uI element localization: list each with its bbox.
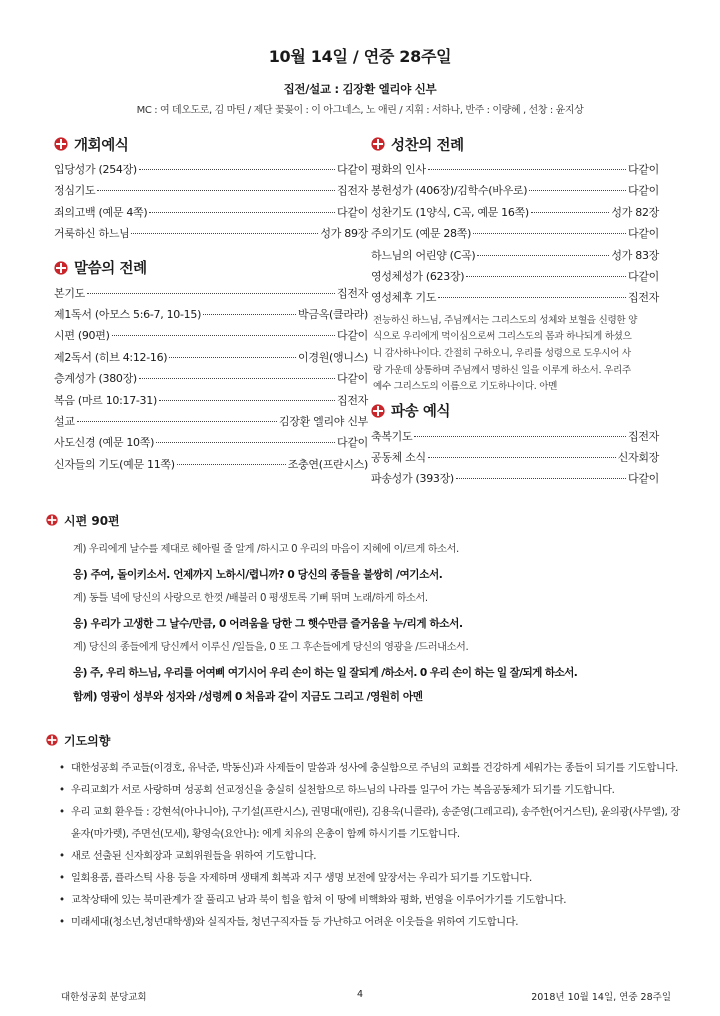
psalm-lines	[46, 538, 686, 710]
order-label: 영성체성가 (623장)	[371, 269, 465, 283]
prayer-line: 식으로 우리에게 먹이심으로써 그리스도의 몸과 하나되게 하셨으	[373, 331, 632, 343]
prayer-line: 니 감사하나이다. 간절히 구하오니, 우리를 성령으로 도우시어 사	[373, 347, 631, 359]
order-value: 다같이	[337, 205, 368, 219]
order-label: 시편 (90편)	[54, 329, 110, 343]
intentions-list	[46, 758, 686, 934]
psalm-section	[46, 510, 686, 710]
order-value: 성가 82장	[611, 205, 659, 219]
psalm-doxology: 함께) 영광이 성부와 성자와 /성령께 0 처음과 같이 지금도 그리고 /영원히 아멘	[73, 691, 423, 703]
footer-date: 2018년 10월 14일, 연중 28주일	[531, 992, 671, 1003]
leader-dots	[156, 442, 335, 443]
order-row	[54, 225, 368, 246]
order-label: 복음 (마르 10:17-31)	[54, 393, 157, 407]
intention-item: • 교착상태에 있는 북미관계가 잘 풀리고 남과 북이 힘을 합쳐 이 땅에 비핵화와 평화, 번영을 이루어가기를 기도합니다.	[46, 890, 686, 911]
leader-dots	[131, 233, 318, 234]
order-value: 다같이	[628, 163, 659, 176]
order-row	[371, 204, 659, 225]
order-label: 거룩하신 하느님	[54, 227, 130, 241]
post-communion-prayer	[373, 313, 659, 396]
roles-line: MC : 여 데오도로, 김 마틴 / 제단 꽃꽂이 : 이 아그네스, 노 애린 / 지휘 : 서하나, 반주 : 이량혜 , 선창 : 윤지상	[136, 105, 584, 116]
section-heading-opening	[54, 133, 368, 155]
psalm-response: 응) 우리가 고생한 그 날수/만큼, 0 어려움을 당한 그 햇수만큼 즐거움을 누/리게 하소서.	[73, 617, 463, 630]
leader-dots	[531, 212, 610, 213]
page-number: 4	[356, 989, 364, 1000]
leader-dots	[87, 293, 335, 294]
order-label: 공동체 소식	[371, 451, 426, 465]
psalm-heading	[46, 510, 686, 530]
prayer-line: 예수 그리스도의 이름으로 기도하나이다. 아멘	[373, 381, 558, 393]
left-column	[54, 133, 368, 477]
order-row	[371, 470, 659, 491]
order-label: 정심기도	[54, 184, 96, 198]
order-value: 조충연(프란시스)	[287, 457, 368, 471]
order-label: 평화의 인사	[371, 163, 426, 176]
section-title: 개회예식	[74, 137, 129, 154]
section-heading-dismissal	[371, 400, 659, 422]
order-row	[54, 306, 368, 327]
order-value: 다같이	[337, 436, 368, 450]
order-label: 주의기도 (예문 28쪽)	[371, 227, 472, 241]
leader-dots	[97, 190, 335, 191]
psalm-line: 계) 당신의 종들에게 당신께서 이루신 /일들을, 0 또 그 후손들에게 당신의 영광을 /드러내소서.	[73, 642, 469, 653]
order-value: 신자회장	[617, 451, 659, 465]
section-title: 말씀의 전례	[74, 261, 147, 278]
order-label: 죄의고백 (예문 4쪽)	[54, 205, 148, 219]
order-value: 다같이	[628, 472, 659, 486]
order-value: 성가 89장	[320, 227, 368, 241]
order-row	[54, 434, 368, 455]
cross-in-circle-icon	[46, 514, 58, 526]
leader-dots	[428, 169, 626, 170]
leader-dots	[112, 335, 335, 336]
intention-item: • 우리 교회 환우들 : 강현석(아나니아), 구기설(프란시스), 권명대(애린), 김용욱(니콜라), 송준영(그레고리), 송주한(어거스틴), 윤의광(사무엘), 장윤자(마가렛), 주면선(모세), 황영숙(요안나): 에게 치유의 은총이 함께 하시기를 기도합니다.	[46, 802, 686, 844]
psalm-response: 응) 주, 우리 하느님, 우리를 어여삐 여기시어 우리 손이 하는 일 잘되게 /하소서. 0 우리 손이 하는 일 잘/되게 하소서.	[73, 666, 578, 679]
order-value: 성가 83장	[611, 248, 659, 262]
order-value: 박금옥(클라라)	[298, 307, 368, 321]
order-value: 집전자	[337, 184, 368, 198]
leader-dots	[139, 378, 335, 379]
leader-dots	[169, 357, 296, 358]
cross-in-circle-icon	[371, 404, 385, 418]
cross-in-circle-icon	[54, 261, 68, 275]
prayer-line: 랑 가운데 상통하며 주님께서 명하신 일을 이루게 하소서. 우리주	[373, 364, 631, 376]
order-value: 다같이	[628, 227, 659, 241]
order-row	[371, 268, 659, 289]
order-value: 이경원(앵니스)	[298, 350, 368, 364]
intention-item: • 일회용품, 플라스틱 사용 등을 자제하며 생태계 회복과 지구 생명 보전에 앞장서는 우리가 되기를 기도합니다.	[46, 868, 686, 889]
order-label: 설교	[54, 414, 75, 428]
leader-dots	[139, 169, 335, 170]
order-value: 집전자	[628, 429, 659, 443]
dismissal-list	[371, 428, 659, 492]
leader-dots	[473, 233, 626, 234]
footer-church-name: 대한성공회 분당교회	[61, 992, 147, 1003]
order-label: 제1독서 (아모스 5:6-7, 10-15)	[54, 307, 202, 321]
prayer-line: 전능하신 하느님, 주님께서는 그리스도의 성체와 보혈을 신령한 양	[373, 314, 638, 326]
leader-dots	[428, 457, 616, 458]
order-label: 영성체후 기도	[371, 291, 437, 305]
order-row	[371, 247, 659, 268]
leader-dots	[414, 436, 626, 437]
leader-dots	[149, 212, 335, 213]
order-label: 신자들의 기도(예문 11쪽)	[54, 457, 175, 471]
order-label: 파송성가 (393장)	[371, 472, 454, 486]
leader-dots	[438, 297, 626, 298]
cross-in-circle-icon	[46, 734, 58, 746]
leader-dots	[203, 314, 296, 315]
order-label: 하느님의 어린양 (C곡)	[371, 248, 476, 262]
section-heading-word	[54, 257, 368, 279]
order-row	[54, 327, 368, 348]
intention-item: • 우리교회가 서로 사랑하며 성공회 선교정신을 충실히 실천함으로 하느님의 나라를 일구어 가는 복음공동체가 되기를 기도합니다.	[46, 780, 686, 801]
psalm-title: 시편 90편	[64, 513, 120, 528]
order-row	[371, 449, 659, 470]
leader-dots	[77, 421, 277, 422]
right-column	[371, 133, 659, 492]
leader-dots	[477, 255, 609, 256]
psalm-line: 계) 우리에게 날수를 제대로 헤아릴 줄 알게 /하시고 0 우리의 마음이 지혜에 이/르게 하소서.	[73, 544, 459, 555]
order-value: 집전자	[337, 286, 368, 300]
page-title: 10월 14일 / 연중 28주일	[268, 47, 452, 66]
order-row	[371, 428, 659, 449]
order-value: 김장환 엘리야 신부	[278, 414, 368, 428]
order-row	[54, 349, 368, 370]
psalm-response: 응) 주여, 돌이키소서. 언제까지 노하시/렵니까? 0 당신의 종들을 불쌍히 /여기소서.	[73, 568, 443, 581]
order-row	[54, 413, 368, 434]
order-row	[54, 285, 368, 306]
section-heading-eucharist	[371, 133, 659, 155]
cross-in-circle-icon	[371, 137, 385, 151]
order-row	[54, 392, 368, 413]
order-label: 제2독서 (히브 4:12-16)	[54, 350, 168, 364]
eucharist-list	[371, 161, 659, 311]
word-list	[54, 285, 368, 478]
order-value: 다같이	[628, 269, 659, 283]
order-label: 성찬기도 (1양식, C곡, 예문 16쪽)	[371, 205, 529, 219]
order-row	[54, 456, 368, 477]
officiant-line: 집전/설교 : 김장환 엘리야 신부	[283, 82, 437, 96]
order-row	[54, 161, 368, 182]
order-row	[54, 182, 368, 203]
order-label: 입당성가 (254장)	[54, 163, 137, 176]
order-value: 다같이	[337, 329, 368, 343]
psalm-line: 계) 동틀 녘에 당신의 사랑으로 한껏 /배불러 0 평생토록 기뻐 뛰며 노래/하게 하소서.	[73, 593, 428, 604]
leader-dots	[529, 190, 626, 191]
order-row	[54, 204, 368, 225]
intentions-title: 기도의향	[64, 733, 111, 748]
order-row	[371, 225, 659, 246]
order-row	[54, 370, 368, 391]
order-row	[371, 182, 659, 203]
order-value: 다같이	[337, 372, 368, 386]
section-title: 성찬의 전례	[391, 137, 464, 154]
order-value: 집전자	[337, 393, 368, 407]
intention-item: • 대한성공회 주교들(이경호, 유낙준, 박동신)과 사제들이 말씀과 성사에 충실함으로 주님의 교회를 건강하게 세워가는 종들이 되기를 기도합니다.	[46, 758, 686, 779]
order-value: 집전자	[628, 291, 659, 305]
order-label: 본기도	[54, 286, 85, 300]
order-row	[371, 161, 659, 182]
leader-dots	[466, 276, 626, 277]
cross-in-circle-icon	[54, 137, 68, 151]
section-title: 파송 예식	[391, 404, 451, 421]
order-value: 다같이	[628, 184, 659, 198]
order-label: 봉헌성가 (406장)/김학수(바우로)	[371, 184, 528, 198]
intentions-section	[46, 730, 686, 934]
order-label: 층계성가 (380장)	[54, 372, 137, 386]
intention-item: • 새로 선출된 신자회장과 교회위원들을 위하여 기도합니다.	[46, 846, 686, 867]
intention-item: • 미래세대(청소년,청년대학생)와 실직자들, 청년구직자들 등 가난하고 어려운 이웃들을 위하여 기도합니다.	[46, 912, 686, 933]
opening-list	[54, 161, 368, 247]
order-value: 다같이	[337, 163, 368, 176]
leader-dots	[177, 464, 286, 465]
leader-dots	[456, 478, 626, 479]
leader-dots	[159, 400, 335, 401]
order-label: 사도신경 (예문 10쪽)	[54, 436, 155, 450]
order-row	[371, 289, 659, 310]
order-label: 축복기도	[371, 429, 413, 443]
intentions-heading	[46, 730, 686, 750]
